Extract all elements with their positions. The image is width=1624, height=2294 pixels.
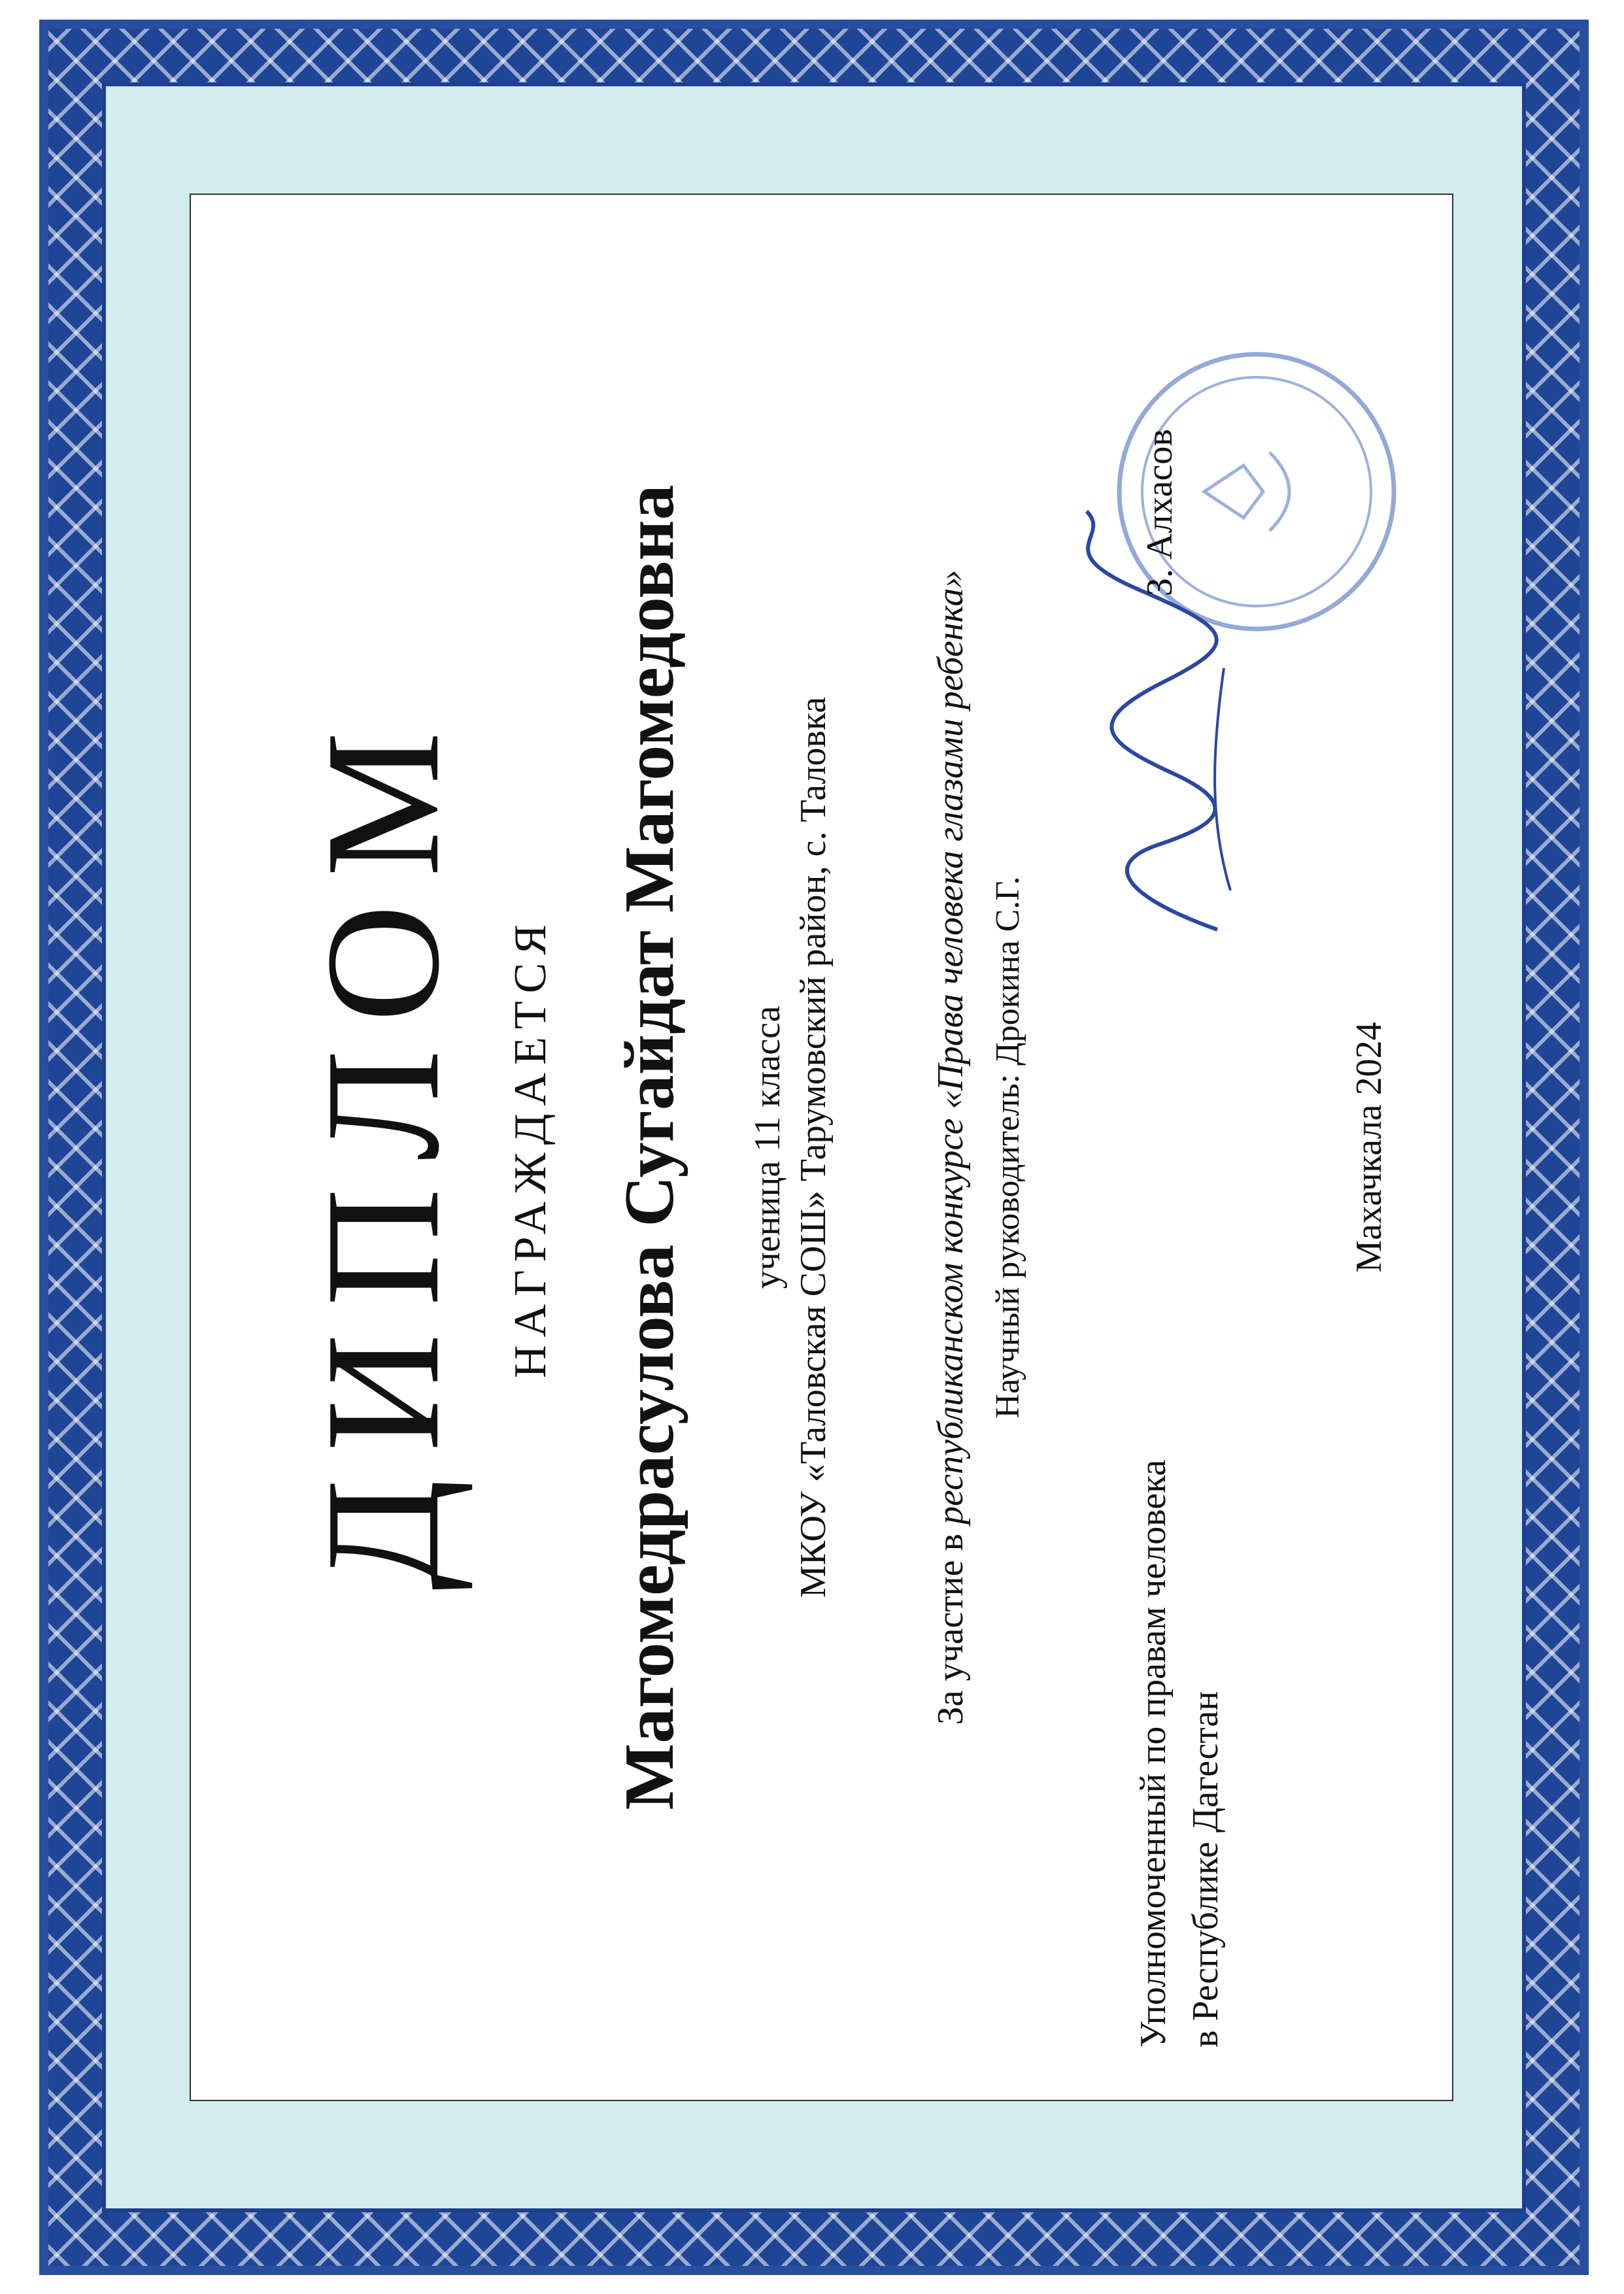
supervisor-line: Научный руководитель: Дрокина С.Г. [989,876,1026,1419]
contest-name: республиканском конкурсе «Права человека глазами ребенка» [930,569,971,1525]
place-and-date: Махачкала 2024 [1349,1022,1389,1273]
signatory-position-line2: в Республике Дагестан [1185,1691,1226,2048]
signatory-position-line1: Уполномоченный по правам человека [1133,1459,1174,2048]
awarded-label: НАГРАЖДАЕТСЯ [505,916,556,1379]
student-grade: ученица 11 класса [747,1005,788,1289]
contest-prefix: За участие в [930,1524,971,1725]
rotated-content [191,195,1452,2100]
signatory-name: З. Алхасов [1140,429,1180,596]
school-name: МКОУ «Таловская СОШ» Тарумовский район, с. Таловка [793,696,834,1598]
recipient-name: Магомедрасулова Сугайдат Магомедовна [611,484,688,1810]
diploma-title: ДИПЛОМ [292,704,473,1591]
diploma-content [190,194,1453,2101]
contest-line [930,195,972,2100]
